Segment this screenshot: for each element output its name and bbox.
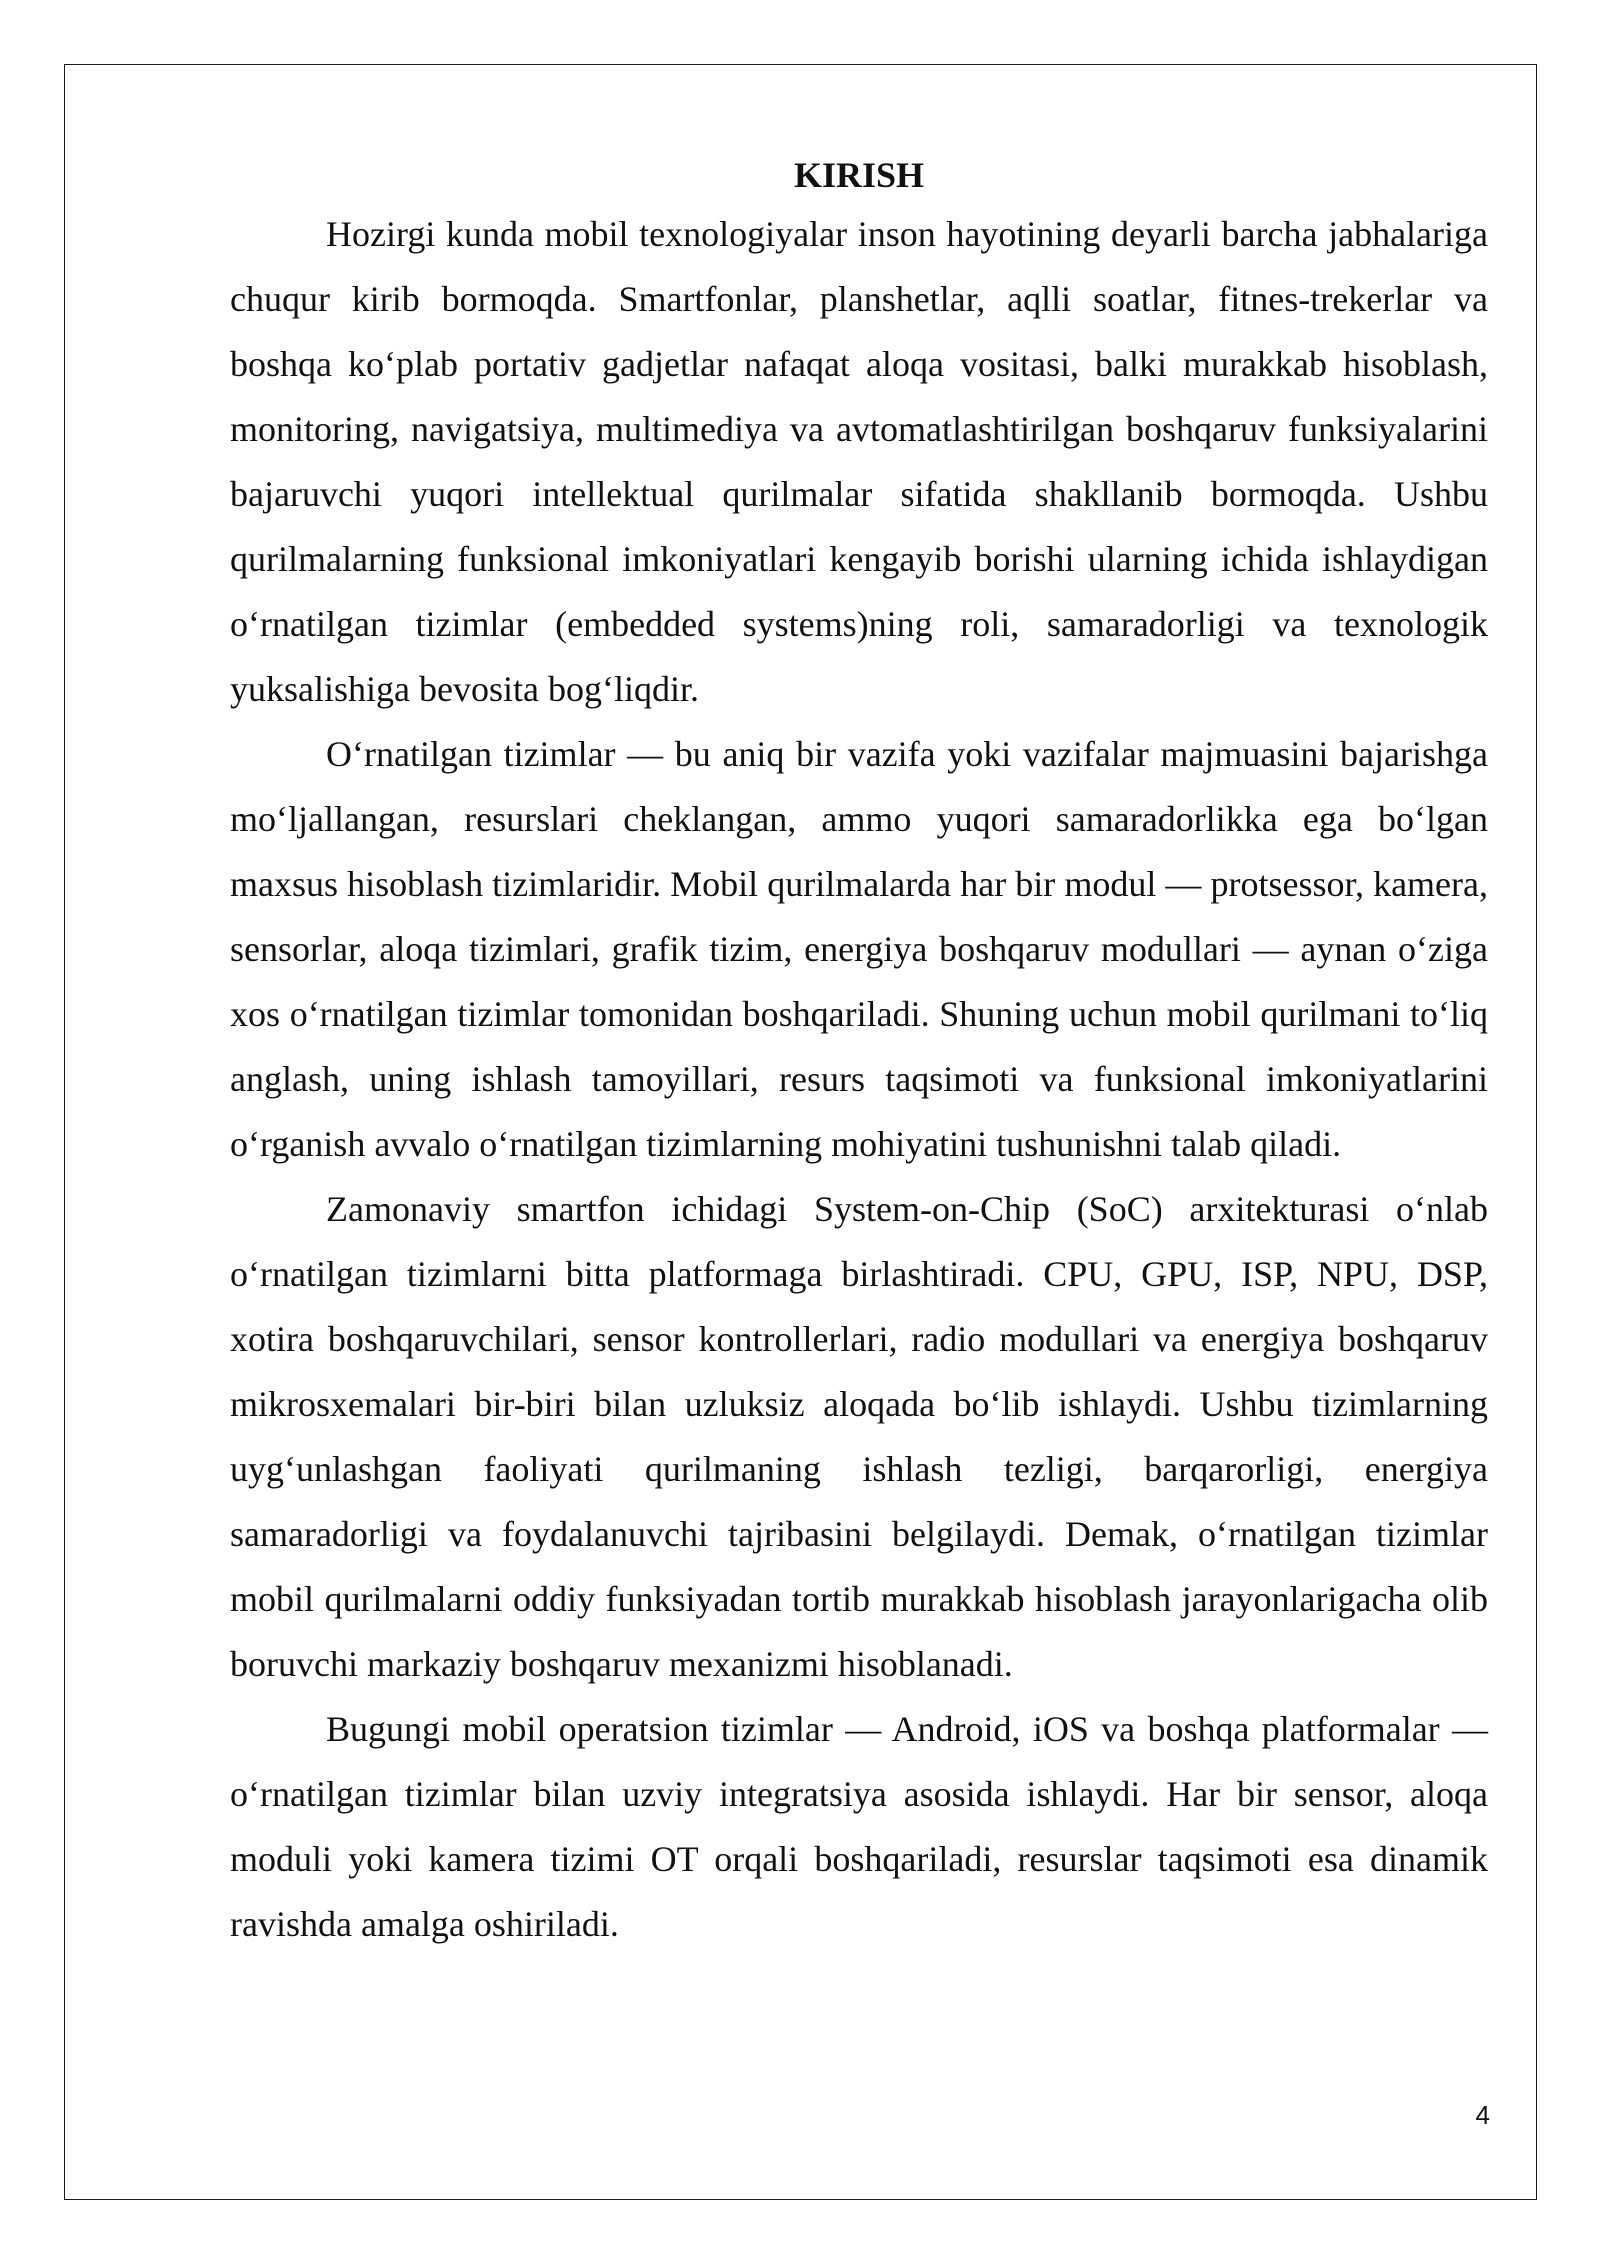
- page-number: 4: [1475, 2100, 1490, 2130]
- paragraph-3: Zamonaviy smartfon ichidagi System-on-Chip (SoC) arxitekturasi o‘nlab o‘rnatilgan tizimlarni bitta platformaga birlashtiradi. CPU, GPU, ISP, NPU, DSP, xotira boshqaruvchilari, sensor kontrollerlari, radio modullari va energiya boshqaruv mikrosxemalari bir-biri bilan uzluksiz aloqada bo‘lib ishlaydi. Ushbu tizimlarning uyg‘unlashgan faoliyati qurilmaning ishlash tezligi, barqarorligi, energiya samaradorligi va foydalanuvchi tajribasini belgilaydi. Demak, o‘rnatilgan tizimlar mobil qurilmalarni oddiy funksiyadan tortib murakkab hisoblash jarayonlarigacha olib boruvchi markaziy boshqaruv mexanizmi hisoblanadi.: [230, 1189, 1488, 1684]
- paragraph-4: Bugungi mobil operatsion tizimlar — Android, iOS va boshqa platformalar — o‘rnatilgan tizimlar bilan uzviy integratsiya asosida ishlaydi. Har bir sensor, aloqa moduli yoki kamera tizimi OT orqali boshqariladi, resurslar taqsimoti esa dinamik ravishda amalga oshiriladi.: [230, 1709, 1488, 1944]
- document-body: [230, 148, 1488, 1957]
- paragraph-2: O‘rnatilgan tizimlar — bu aniq bir vazifa yoki vazifalar majmuasini bajarishga mo‘ljallangan, resurslari cheklangan, ammo yuqori samaradorlikka ega bo‘lgan maxsus hisoblash tizimlaridir. Mobil qurilmalarda har bir modul — protsessor, kamera, sensorlar, aloqa tizimlari, grafik tizim, energiya boshqaruv modullari — aynan o‘ziga xos o‘rnatilgan tizimlar tomonidan boshqariladi. Shuning uchun mobil qurilmani to‘liq anglash, uning ishlash tamoyillari, resurs taqsimoti va funksional imkoniyatlarini o‘rganish avvalo o‘rnatilgan tizimlarning mohiyatini tushunishni talab qiladi.: [230, 734, 1488, 1164]
- paragraph-1: Hozirgi kunda mobil texnologiyalar inson hayotining deyarli barcha jabhalariga chuqur kirib bormoqda. Smartfonlar, planshetlar, aqlli soatlar, fitnes-trekerlar va boshqa ko‘plab portativ gadjetlar nafaqat aloqa vositasi, balki murakkab hisoblash, monitoring, navigatsiya, multimediya va avtomatlashtirilgan boshqaruv funksiyalarini bajaruvchi yuqori intellektual qurilmalar sifatida shakllanib bormoqda. Ushbu qurilmalarning funksional imkoniyatlari kengayib borishi ularning ichida ishlaydigan o‘rnatilgan tizimlar (embedded systems)ning roli, samaradorligi va texnologik yuksalishiga bevosita bog‘liqdir.: [230, 214, 1488, 709]
- section-title: KIRISH: [793, 155, 925, 195]
